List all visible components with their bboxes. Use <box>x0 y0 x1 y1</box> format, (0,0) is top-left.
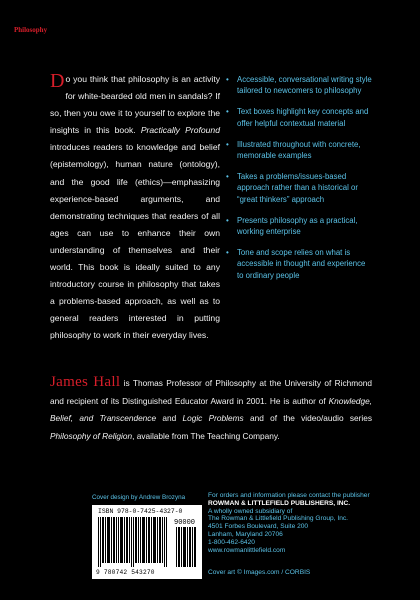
bullet-icon: • <box>226 215 229 225</box>
feature-item <box>225 74 373 97</box>
price-code: 90000 <box>174 519 196 527</box>
website: www.rowmanlittlefield.com <box>208 546 286 554</box>
description-text-2: introduces readers to knowledge and belief (epistemology), human nature (ontology), and the good life (ethics)—emphasizing experience-based arguments, and demonstrating techniques that readers of all ages can use to enhance their own understanding of themselves and their world. This book is ideally suited to any introductory course in philosophy that takes a problems-based approach, as well as to general readers interested in putting philosophy to work in their everyday lives. <box>50 142 220 341</box>
author-bio-text-3: and of the video/audio series <box>243 413 372 424</box>
bullet-icon: • <box>226 247 229 257</box>
barcode-digits: 9 780742 543270 <box>96 569 155 576</box>
bullet-icon: • <box>226 75 229 84</box>
book-description <box>50 71 220 345</box>
author-bio-text-1: is Thomas Professor of Philosophy at the University of Richmond and recipient of its Distinguished Educator Award in 2001. He is author of <box>50 378 373 406</box>
feature-text: Presents philosophy as a practical, working enterprise <box>237 215 358 237</box>
publisher-info <box>208 492 413 554</box>
barcode-addon-bars <box>176 527 198 567</box>
bullet-icon: • <box>226 107 229 117</box>
publisher-group: The Rowman & Littlefield Publishing Group, Inc. <box>208 515 349 523</box>
author-series: Philosophy of Religion <box>50 430 133 441</box>
cover-art-credit: Cover art © Images.com / CORBIS <box>208 569 311 576</box>
feature-item <box>225 139 373 162</box>
author-name: James Hall <box>50 374 121 390</box>
description-text-1: o you think that philosophy is an activity for white-bearded old men in sandals? If so, then you owe it to yourself to explore the insights in this book. <box>50 74 220 136</box>
publisher-name: ROWMAN & LITTLEFIELD PUBLISHERS, INC. <box>208 499 351 507</box>
drop-cap: D <box>50 70 65 92</box>
feature-text: Illustrated throughout with concrete, memorable examples <box>237 139 361 161</box>
barcode <box>92 505 202 579</box>
book-title: Practically Profound <box>140 125 220 136</box>
phone-number: 1-800-462-6420 <box>208 538 255 546</box>
feature-item <box>225 106 373 129</box>
bullet-icon: • <box>226 171 229 181</box>
author-bio <box>50 374 372 445</box>
address-line-2: Lanham, Maryland 20706 <box>208 530 283 538</box>
feature-list <box>225 74 373 291</box>
author-bio-text-4: , available from The Teaching Company. <box>132 430 280 441</box>
feature-text: Takes a problems/issues-based approach rather than a historical or “great thinkers” approach <box>237 171 358 204</box>
feature-text: Accessible, conversational writing style tailored to newcomers to philosophy <box>237 75 372 96</box>
feature-item <box>225 247 373 281</box>
author-book-2: Logic Problems <box>182 413 244 424</box>
isbn-text: ISBN 978-0-7425-4327-0 <box>98 508 183 515</box>
author-book-1: Knowledge, Belief, and Transcendence <box>50 395 372 424</box>
address-line-1: 4501 Forbes Boulevard, Suite 200 <box>208 523 309 531</box>
feature-text: Tone and scope relies on what is accessible in thought and experience to ordinary people <box>237 247 366 280</box>
bullet-icon: • <box>226 139 229 149</box>
feature-item <box>225 171 373 205</box>
barcode-bars <box>98 517 170 567</box>
orders-text: For orders and information please contact the publisher <box>208 492 370 499</box>
cover-design-credit: Cover design by Andrew Brozyna <box>92 494 186 501</box>
category-label: Philosophy <box>14 26 48 34</box>
feature-text: Text boxes highlight key concepts and offer helpful contextual material <box>237 107 369 128</box>
feature-item <box>225 215 373 238</box>
subsidiary-text: A wholly owned subsidiary of <box>208 507 293 515</box>
author-bio-text-2: and <box>156 413 183 424</box>
